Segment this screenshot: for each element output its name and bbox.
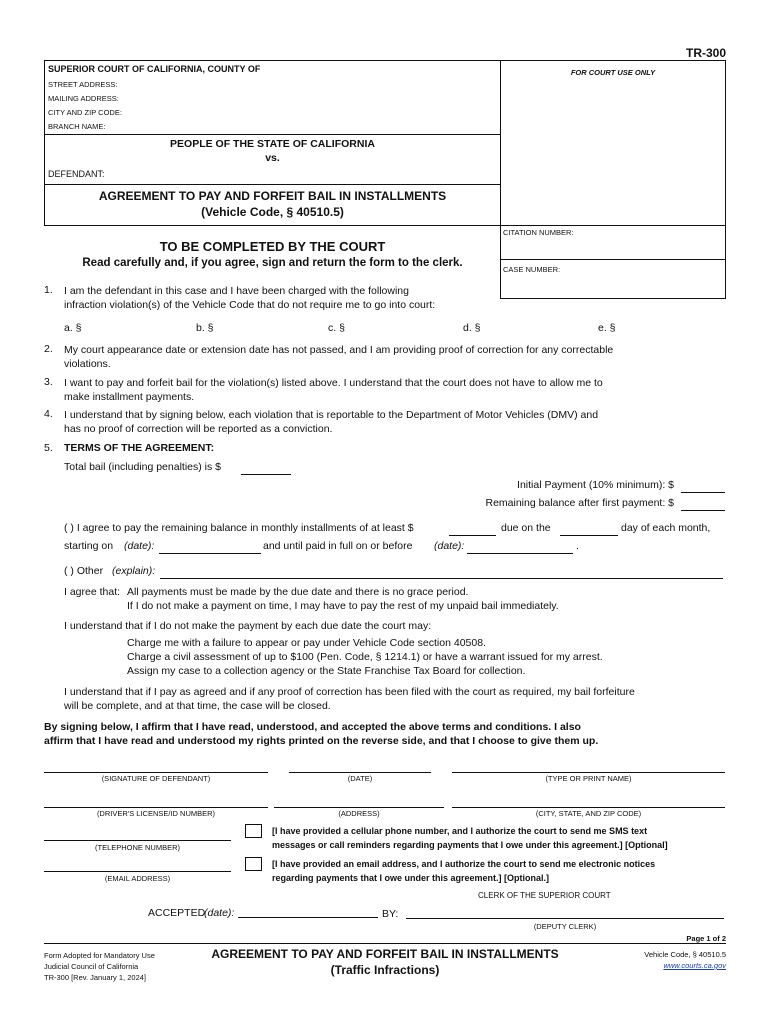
license-field[interactable] — [44, 807, 268, 808]
accepted-date-label: (date): — [204, 907, 235, 919]
item5-number: 5. — [44, 442, 53, 454]
may-line1: Charge me with a failure to appear or pay under Vehicle Code section 40508. — [127, 637, 486, 649]
form-title-line1: AGREEMENT TO PAY AND FORFEIT BAIL IN INSTALLMENTS — [98, 189, 447, 203]
section-b-label: b. § — [196, 322, 214, 334]
remaining-balance-label: Remaining balance after first payment: $ — [485, 497, 674, 509]
sms-consent-line2: messages or call reminders regarding payments that I owe under this agreement.] [Optional] — [272, 840, 668, 850]
item1-number: 1. — [44, 284, 53, 296]
agree-line1: All payments must be made by the due date and there is no grace period. — [127, 586, 469, 598]
other-option-label[interactable]: ( ) Other — [64, 565, 104, 577]
pay-line1: I understand that if I pay as agreed and if any proof of correction has been filed with the court as required, my bail forfeiture — [64, 686, 635, 698]
understand-if-label: I understand that if I do not make the payment by each due date the court may: — [64, 620, 432, 632]
signature-field[interactable] — [44, 772, 268, 773]
defendant-label: DEFENDANT: — [48, 169, 105, 179]
print-name-label: (TYPE OR PRINT NAME) — [545, 774, 632, 783]
case-number-label: CASE NUMBER: — [503, 265, 561, 274]
instruction-text: Read carefully and, if you agree, sign and return the form to the clerk. — [82, 257, 463, 269]
date-label: (DATE) — [347, 774, 373, 783]
due-on-label: due on the — [501, 522, 551, 534]
deputy-clerk-field[interactable] — [406, 906, 724, 919]
phone-field[interactable] — [44, 840, 231, 841]
sms-consent-checkbox[interactable] — [245, 824, 262, 838]
title-divider — [44, 184, 501, 185]
court-use-label: FOR COURT USE ONLY — [570, 68, 656, 77]
email-consent-line2: regarding payments that I owe under this agreement.] [Optional.] — [272, 873, 550, 883]
item3-text — [64, 376, 724, 404]
section-c-label: c. § — [328, 322, 345, 334]
city-state-zip-label: (CITY, STATE, AND ZIP CODE) — [535, 809, 642, 818]
branch-name-label: BRANCH NAME: — [48, 122, 106, 131]
street-address-label: STREET ADDRESS: — [48, 80, 118, 89]
monthly-amount-field[interactable] — [449, 523, 496, 536]
starting-on-label: starting on — [64, 540, 114, 552]
end-date-period: . — [576, 540, 579, 552]
page-number: Page 1 of 2 — [686, 934, 726, 943]
by-label: BY: — [382, 908, 399, 920]
item3-number: 3. — [44, 376, 53, 388]
citation-number-label: CITATION NUMBER: — [503, 228, 574, 237]
print-name-field[interactable] — [452, 772, 725, 773]
phone-label: (TELEPHONE NUMBER) — [94, 843, 180, 852]
email-label: (EMAIL ADDRESS) — [104, 874, 171, 883]
day-of-month-label: day of each month, — [621, 522, 711, 534]
sms-consent-line1: [I have provided a cellular phone number, and I authorize the court to send me SMS text — [272, 826, 648, 836]
initial-payment-field[interactable] — [681, 480, 725, 493]
item2-text — [64, 343, 724, 371]
people-label: PEOPLE OF THE STATE OF CALIFORNIA — [170, 138, 375, 150]
adopted-block — [44, 950, 155, 983]
end-date-field[interactable] — [467, 541, 573, 554]
section-e-label: e. § — [598, 322, 616, 334]
court-use-box — [500, 60, 726, 226]
email-field[interactable] — [44, 871, 231, 872]
may-line3: Assign my case to a collection agency or the State Franchise Tax Board for collection. — [127, 665, 526, 677]
start-date-field[interactable] — [159, 541, 261, 554]
item4-text — [64, 408, 724, 436]
item4-number: 4. — [44, 408, 53, 420]
court-name-label: SUPERIOR COURT OF CALIFORNIA, COUNTY OF — [48, 64, 261, 74]
footer-rule — [44, 943, 726, 944]
footer-title-line2: (Traffic Infractions) — [330, 963, 440, 977]
pay-line2: will be complete, and at that time, the case will be closed. — [64, 700, 331, 712]
total-bail-label: Total bail (including penalties) is $ — [64, 461, 222, 473]
agree-line2: If I do not make a payment on time, I may have to pay the rest of my unpaid bail immediately. — [127, 600, 559, 612]
adopted-line1: Form Adopted for Mandatory Use — [44, 951, 155, 960]
mailing-address-label: MAILING ADDRESS: — [48, 94, 119, 103]
case-info-divider — [500, 259, 726, 260]
email-consent-checkbox[interactable] — [245, 857, 262, 871]
end-date-label: (date): — [434, 540, 465, 552]
footer-title-line1: AGREEMENT TO PAY AND FORFEIT BAIL IN INSTALLMENTS — [211, 947, 559, 961]
email-consent-line1: [I have provided an email address, and I authorize the court to send me electronic notices — [272, 859, 656, 869]
item1-line2: infraction violation(s) of the Vehicle Code that do not require me to go into court: — [64, 299, 436, 311]
courts-website-link[interactable]: www.courts.ca.gov — [663, 961, 726, 970]
address-label: (ADDRESS) — [338, 809, 380, 818]
item2-line1: My court appearance date or extension date has not passed, and I am providing proof of correction for any correctable — [64, 344, 614, 356]
address-field[interactable] — [274, 807, 444, 808]
until-paid-label: and until paid in full on or before — [263, 540, 413, 552]
explain-label: (explain): — [112, 565, 156, 577]
agree-that-label: I agree that: — [64, 586, 121, 598]
form-id: TR-300 — [685, 46, 726, 60]
item2-line2: violations. — [64, 358, 111, 370]
section-d-label: d. § — [463, 322, 481, 334]
license-label: (DRIVER'S LICENSE/ID NUMBER) — [96, 809, 216, 818]
vehicle-code-ref: Vehicle Code, § 40510.5 — [644, 950, 726, 959]
start-date-label: (date): — [124, 540, 155, 552]
may-line2: Charge a civil assessment of up to $100 (Pen. Code, § 1214.1) or have a warrant issued for my arrest. — [127, 651, 603, 663]
remaining-balance-field[interactable] — [681, 498, 725, 511]
item4-line2: has no proof of correction will be reported as a conviction. — [64, 423, 333, 435]
affirm-line2: affirm that I have read and understood my rights printed on the reverse side, and that I choose to give them up. — [44, 735, 599, 747]
court-heading: TO BE COMPLETED BY THE COURT — [159, 239, 386, 254]
signature-label: (SIGNATURE OF DEFENDANT) — [101, 774, 211, 783]
vs-label: vs. — [265, 152, 280, 164]
due-day-field[interactable] — [560, 523, 618, 536]
accepted-date-field[interactable] — [238, 905, 378, 918]
section-a-label: a. § — [64, 322, 82, 334]
citation-number-field[interactable] — [503, 238, 721, 258]
total-bail-field[interactable] — [241, 462, 291, 475]
city-zip-label: CITY AND ZIP CODE: — [48, 108, 122, 117]
item1-line1: I am the defendant in this case and I have been charged with the following — [64, 285, 409, 297]
adopted-line3: TR-300 [Rev. January 1, 2024] — [44, 973, 146, 982]
accepted-label: ACCEPTED — [148, 907, 206, 919]
affirm-line1: By signing below, I affirm that I have read, understood, and accepted the above terms and conditions. I also — [44, 721, 581, 733]
deputy-clerk-label: (DEPUTY CLERK) — [533, 922, 597, 931]
monthly-option-label[interactable]: ( ) I agree to pay the remaining balance in monthly installments of at least $ — [64, 522, 414, 534]
item2-number: 2. — [44, 343, 53, 355]
item1-text — [64, 284, 504, 312]
clerk-label: CLERK OF THE SUPERIOR COURT — [478, 891, 611, 900]
initial-payment-label: Initial Payment (10% minimum): $ — [517, 479, 674, 491]
case-number-field[interactable] — [503, 276, 721, 296]
form-title-line2: (Vehicle Code, § 40510.5) — [201, 205, 344, 219]
other-explain-field[interactable] — [160, 566, 723, 579]
city-state-zip-field[interactable] — [452, 807, 725, 808]
item4-line1: I understand that by signing below, each violation that is reportable to the Department of Motor Vehicles (DMV) and — [64, 409, 599, 421]
item3-line1: I want to pay and forfeit bail for the violation(s) listed above. I understand that the court does not have to allow me to — [64, 377, 603, 389]
item3-line2: make installment payments. — [64, 391, 195, 403]
adopted-line2: Judicial Council of California — [44, 962, 139, 971]
terms-heading: TERMS OF THE AGREEMENT: — [64, 442, 215, 454]
date-field[interactable] — [289, 772, 431, 773]
header-divider — [44, 134, 501, 135]
